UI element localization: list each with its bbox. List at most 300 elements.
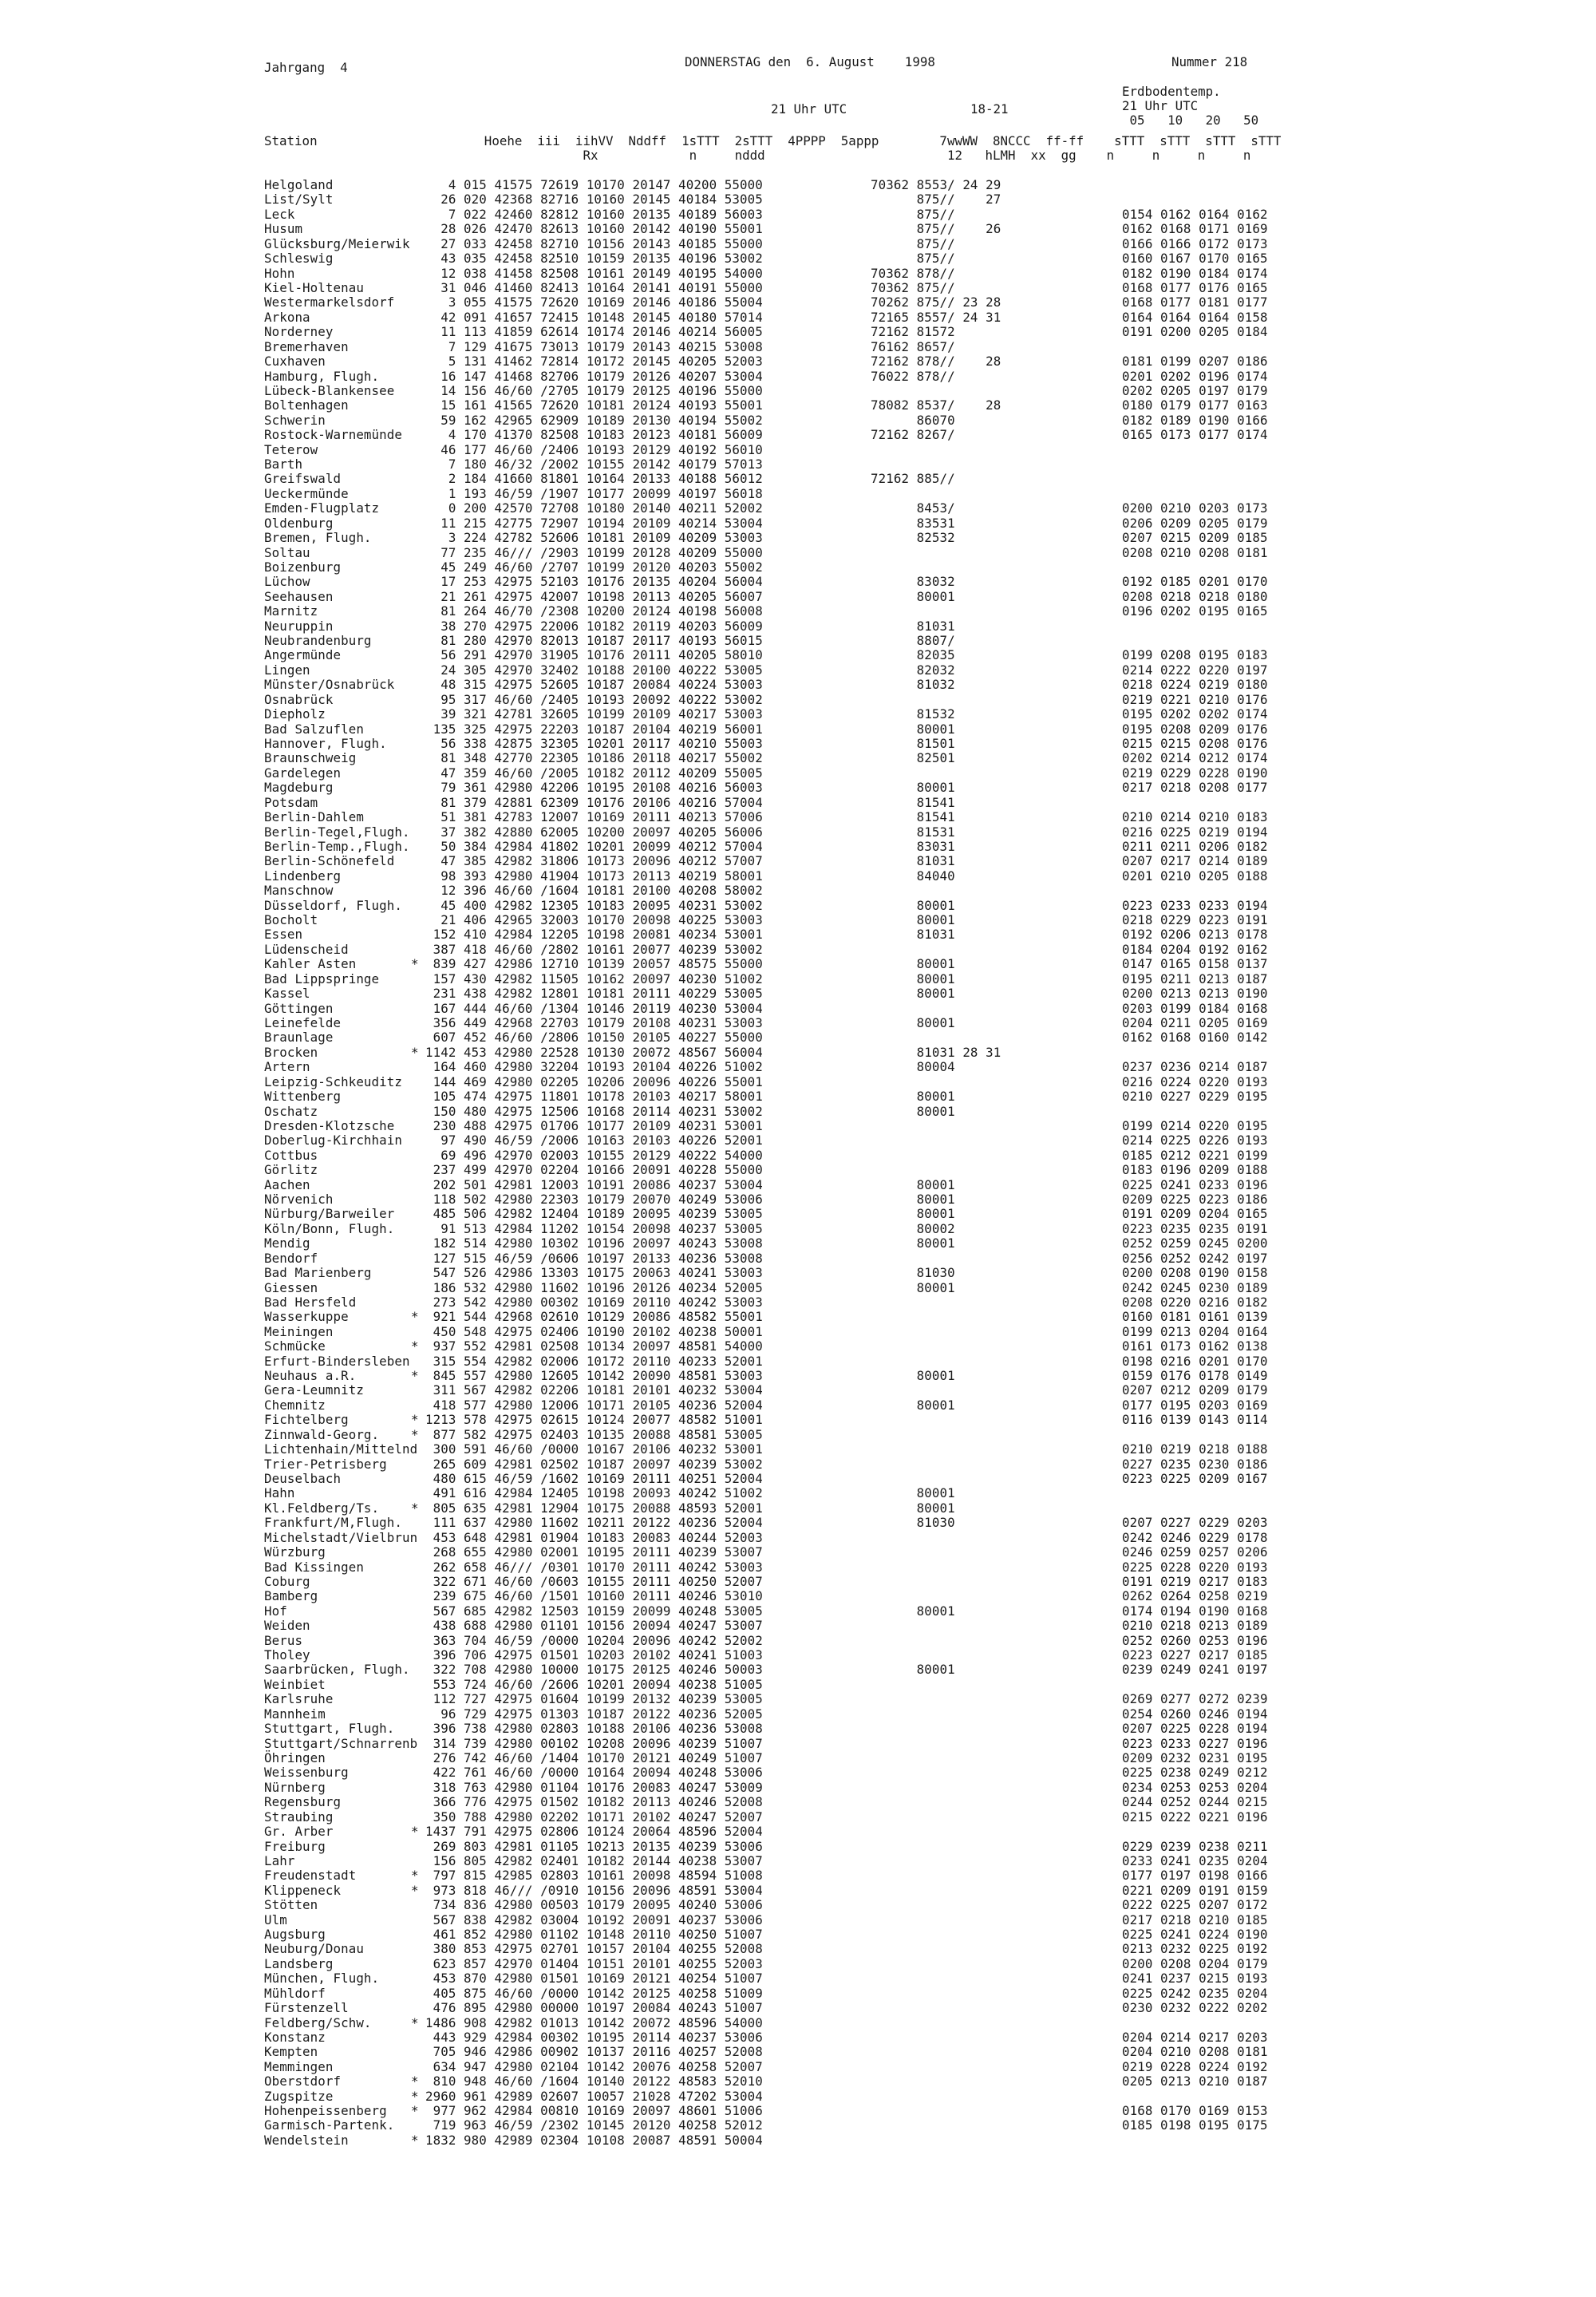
station-synop-groups: 875// [871,251,955,267]
station-row [0,1927,1596,1942]
station-soil-temperatures: 0192 0185 0201 0170 [1122,574,1268,590]
station-row [0,663,1596,678]
station-name: Fichtelberg [264,1412,349,1428]
station-soil-temperatures: 0199 0214 0220 0195 [1122,1117,1268,1133]
station-observation-groups: 186 532 42980 11602 10196 20126 40234 52005 [425,1279,763,1295]
column-header-line-2: Rx n nddd 12 hLMH xx gg n n n n [264,148,1251,163]
station-observation-groups: 322 708 42980 10000 10175 20125 40246 50003 [425,1662,763,1678]
station-name: Lingen [264,662,310,678]
station-synop-groups: 80001 [871,588,955,604]
station-row [0,370,1596,384]
station-row [0,251,1596,266]
station-name: Artern [264,1059,310,1075]
station-synop-groups: 80001 [871,971,955,986]
station-observation-groups: 47 359 46/60 /2005 10182 20112 40209 55005 [425,765,763,781]
station-observation-groups: 810 948 46/60 /1604 10140 20122 48583 52010 [425,2074,763,2089]
station-soil-temperatures: 0191 0209 0204 0165 [1122,1206,1268,1222]
station-observation-groups: 39 321 42781 32605 10199 20109 40217 53003 [425,706,763,722]
station-soil-temperatures: 0215 0222 0221 0196 [1122,1809,1268,1825]
station-name: Weinbiet [264,1676,326,1692]
station-soil-temperatures: 0195 0211 0213 0187 [1122,971,1268,986]
station-soil-temperatures: 0116 0139 0143 0114 [1122,1412,1268,1428]
station-name: Wasserkuppe [264,1309,349,1325]
station-soil-temperatures: 0207 0217 0214 0189 [1122,853,1268,869]
station-name: Michelstadt/Vielbrun [264,1529,418,1545]
station-soil-temperatures: 0219 0228 0224 0192 [1122,2058,1268,2074]
station-observation-groups: 937 552 42981 02508 10134 20097 48581 54000 [425,1338,763,1354]
station-observation-groups: 112 727 42975 01604 10199 20132 40239 53005 [425,1691,763,1707]
station-soil-temperatures: 0225 0241 0224 0190 [1122,1927,1268,1942]
station-observation-groups: 118 502 42980 22303 10179 20070 40249 53006 [425,1192,763,1207]
station-soil-temperatures: 0181 0199 0207 0186 [1122,354,1268,369]
station-name: Rostock-Warnemünde [264,427,402,443]
station-name: Zugspitze [264,2088,334,2104]
station-synop-groups: 72162 81572 [871,324,955,340]
station-name: Kahler Asten [264,956,357,972]
station-row [0,1486,1596,1500]
station-synop-groups: 80001 [871,897,955,913]
station-observation-groups: 167 444 46/60 /1304 10146 20119 40230 53004 [425,1000,763,1016]
station-soil-temperatures: 0199 0208 0195 0183 [1122,647,1268,663]
station-synop-groups: 80001 [871,1603,955,1619]
station-name: Gera-Leumnitz [264,1382,364,1398]
station-name: Weiden [264,1618,310,1634]
station-observation-groups: 69 496 42970 02003 10155 20129 40222 54000 [425,1147,763,1163]
station-observation-groups: 405 875 46/60 /0000 10142 20125 40258 51009 [425,1985,763,2001]
station-row [0,546,1596,560]
station-name: Ueckermünde [264,485,349,501]
station-name: Hof [264,1603,287,1619]
station-row [0,1457,1596,1472]
station-synop-groups: 81032 [871,677,955,693]
station-observation-groups: 547 526 42986 13303 10175 20063 40241 53003 [425,1265,763,1281]
station-name: Ulm [264,1912,287,1927]
station-row [0,516,1596,531]
station-observation-groups: 24 305 42970 32402 10188 20100 40222 53005 [425,662,763,678]
station-soil-temperatures: 0168 0177 0181 0177 [1122,295,1268,310]
station-observation-groups: 315 554 42982 02006 10172 20110 40233 52001 [425,1353,763,1369]
station-synop-groups: 72162 8267/ [871,427,955,443]
station-soil-temperatures: 0159 0176 0178 0149 [1122,1368,1268,1383]
station-synop-groups: 80001 [871,1368,955,1383]
mountain-station-marker: * [411,1412,419,1428]
station-row [0,648,1596,662]
station-observation-groups: 719 963 46/59 /2302 10145 20120 40258 52012 [425,2117,763,2133]
station-name: Neubrandenburg [264,633,372,648]
station-observation-groups: 623 857 42970 01404 10151 20101 40255 52003 [425,1955,763,1971]
station-observation-groups: 273 542 42980 00302 10169 20110 40242 53003 [425,1294,763,1310]
station-row [0,1810,1596,1825]
station-soil-temperatures: 0241 0237 0215 0193 [1122,1971,1268,1987]
station-row [0,1148,1596,1163]
station-observation-groups: 202 501 42981 12003 10191 20086 40237 53004 [425,1176,763,1192]
station-row [0,1648,1596,1662]
station-soil-temperatures: 0244 0252 0244 0215 [1122,1794,1268,1810]
station-observation-groups: 567 685 42982 12503 10159 20099 40248 53005 [425,1603,763,1619]
station-soil-temperatures: 0191 0200 0205 0184 [1122,324,1268,340]
station-soil-temperatures: 0162 0168 0171 0169 [1122,221,1268,237]
station-soil-temperatures: 0230 0232 0222 0202 [1122,2000,1268,2016]
station-observation-groups: 31 046 41460 82413 10164 20141 40191 55000 [425,279,763,295]
station-observation-groups: 396 738 42980 02803 10188 20106 40236 53008 [425,1721,763,1737]
station-name: Cottbus [264,1147,318,1163]
station-row [0,1178,1596,1192]
station-soil-temperatures: 0204 0210 0208 0181 [1122,2044,1268,2060]
station-observation-groups: 396 706 42975 01501 10203 20102 40241 51003 [425,1647,763,1662]
station-soil-temperatures: 0206 0209 0205 0179 [1122,515,1268,531]
mountain-station-marker: * [411,2088,419,2104]
station-observation-groups: 11 215 42775 72907 10194 20109 40214 53004 [425,515,763,531]
station-name: Berlin-Tegel,Flugh. [264,824,410,840]
station-name: Freiburg [264,1838,326,1854]
station-observation-groups: 17 253 42975 52103 10176 20135 40204 56004 [425,574,763,590]
station-name: Marnitz [264,603,318,619]
mountain-station-marker: * [411,1824,419,1839]
station-observation-groups: 231 438 42982 12801 10181 20111 40229 53005 [425,986,763,1002]
station-name: Berlin-Schönefeld [264,853,395,869]
station-name: Neuburg/Donau [264,1941,364,1957]
station-soil-temperatures: 0162 0168 0160 0142 [1122,1030,1268,1046]
station-row [0,237,1596,251]
station-soil-temperatures: 0237 0236 0214 0187 [1122,1059,1268,1075]
station-soil-temperatures: 0203 0199 0184 0168 [1122,1000,1268,1016]
station-observation-groups: 262 658 46/// /0301 10170 20111 40242 53003 [425,1559,763,1575]
station-observation-groups: 350 788 42980 02202 10171 20102 40247 52007 [425,1809,763,1825]
station-name: Magdeburg [264,780,334,796]
station-soil-temperatures: 0223 0233 0227 0196 [1122,1735,1268,1751]
station-name: Soltau [264,544,310,560]
station-name: Augsburg [264,1927,326,1942]
station-row [0,1737,1596,1751]
station-observation-groups: 127 515 46/59 /0606 10197 20133 40236 53008 [425,1250,763,1266]
station-observation-groups: 91 513 42984 11202 10154 20098 40237 53005 [425,1220,763,1236]
station-soil-temperatures: 0223 0225 0209 0167 [1122,1471,1268,1486]
station-name: Greifswald [264,471,342,487]
station-synop-groups: 70262 875// 23 28 [871,295,1001,310]
station-soil-temperatures: 0242 0246 0229 0178 [1122,1529,1268,1545]
station-synop-groups: 80001 [871,912,955,927]
station-row [0,1236,1596,1251]
station-row [0,1957,1596,1971]
station-row [0,1531,1596,1545]
station-soil-temperatures: 0216 0224 0220 0193 [1122,1073,1268,1089]
station-observation-groups: 4 170 41370 82508 10183 20123 40181 56009 [425,427,763,443]
station-observation-groups: 48 315 42975 52605 10187 20084 40224 53003 [425,677,763,693]
station-synop-groups: 76162 8657/ [871,338,955,354]
station-observation-groups: 164 460 42980 32204 10193 20104 40226 51002 [425,1059,763,1075]
station-row [0,1075,1596,1089]
station-synop-groups: 80001 [871,721,955,737]
station-synop-groups: 80001 [871,1103,955,1119]
station-observation-groups: 81 348 42770 22305 10186 20118 40217 55002 [425,750,763,766]
station-observation-groups: 366 776 42975 01502 10182 20113 40246 52008 [425,1794,763,1810]
station-soil-temperatures: 0246 0259 0257 0206 [1122,1544,1268,1560]
station-soil-temperatures: 0207 0215 0209 0185 [1122,530,1268,546]
station-row [0,810,1596,824]
station-name: Öhringen [264,1749,326,1765]
station-observation-groups: 105 474 42975 11801 10178 20103 40217 58001 [425,1089,763,1104]
station-soil-temperatures: 0210 0214 0210 0183 [1122,809,1268,825]
mountain-station-marker: * [411,1426,419,1442]
station-observation-groups: 42 091 41657 72415 10148 20145 40180 57014 [425,309,763,325]
station-observation-groups: 877 582 42975 02403 10135 20088 48581 53005 [425,1426,763,1442]
mountain-station-marker: * [411,956,419,972]
station-row [0,884,1596,898]
station-synop-groups: 81031 28 31 [871,1044,1001,1060]
station-row [0,1884,1596,1898]
station-row [0,604,1596,619]
station-row [0,1089,1596,1104]
station-observation-groups: 45 249 46/60 /2707 10199 20120 40203 55002 [425,559,763,575]
station-name: Münster/Osnabrück [264,677,395,693]
station-name: Nürburg/Barweiler [264,1206,395,1222]
station-observation-groups: 97 490 46/59 /2006 10163 20103 40226 52001 [425,1133,763,1148]
station-name: Essen [264,927,303,943]
station-row [0,1030,1596,1045]
station-row [0,2030,1596,2045]
station-soil-temperatures: 0219 0221 0210 0176 [1122,691,1268,707]
station-synop-groups: 80002 [871,1220,955,1236]
station-row [0,1325,1596,1339]
period-heading: 18-21 [970,101,1009,117]
station-soil-temperatures: 0202 0214 0212 0174 [1122,750,1268,766]
station-observation-groups: 16 147 41468 82706 10179 20126 40207 53004 [425,368,763,384]
station-soil-temperatures: 0177 0195 0203 0169 [1122,1397,1268,1413]
station-name: Hamburg, Flugh. [264,368,380,384]
station-name: Bad Hersfeld [264,1294,357,1310]
station-soil-temperatures: 0208 0220 0216 0182 [1122,1294,1268,1310]
column-header-line-1: Station Hoehe iii iihVV Nddff 1sTTT 2sTTT 4PPPP 5appp 7wwWW 8NCCC ff-ff sTTT sTTT sTTT sTTT [264,133,1282,148]
station-row [0,927,1596,942]
station-row [0,208,1596,222]
station-synop-groups: 86070 [871,412,955,428]
station-observation-groups: 46 177 46/60 /2406 10193 20129 40192 56010 [425,441,763,457]
station-soil-temperatures: 0227 0235 0230 0186 [1122,1456,1268,1472]
station-observation-groups: 56 338 42875 32305 10201 20117 40210 55003 [425,736,763,751]
station-observation-groups: 276 742 46/60 /1404 10170 20121 40249 51007 [425,1749,763,1765]
station-name: Görlitz [264,1162,318,1178]
station-name: Zinnwald-Georg. [264,1426,380,1442]
station-name: Stuttgart, Flugh. [264,1721,395,1737]
station-synop-groups: 72165 8557/ 24 31 [871,309,1001,325]
station-soil-temperatures: 0209 0225 0223 0186 [1122,1192,1268,1207]
station-row [0,1765,1596,1780]
mountain-station-marker: * [411,1500,419,1516]
station-name: Saarbrücken, Flugh. [264,1662,410,1678]
station-observation-groups: 14 156 46/60 /2705 10179 20125 40196 55000 [425,382,763,398]
station-name: Memmingen [264,2058,334,2074]
station-row [0,1678,1596,1692]
station-row [0,972,1596,986]
station-row [0,1163,1596,1177]
station-name: Hahn [264,1485,295,1501]
station-synop-groups: 80001 [871,956,955,972]
station-synop-groups: 80001 [871,986,955,1002]
station-name: Karlsruhe [264,1691,334,1707]
station-row [0,501,1596,516]
station-row [0,796,1596,810]
station-row [0,1854,1596,1868]
station-name: Husum [264,221,303,237]
station-synop-groups: 8807/ [871,633,955,648]
station-synop-groups: 72162 885// [871,471,955,487]
station-observation-groups: 144 469 42980 02205 10206 20096 40226 55001 [425,1073,763,1089]
station-soil-temperatures: 0210 0227 0229 0195 [1122,1089,1268,1104]
station-observation-groups: 150 480 42975 12506 10168 20114 40231 53002 [425,1103,763,1119]
station-name: Angermünde [264,647,342,663]
station-soil-temperatures: 0218 0229 0223 0191 [1122,912,1268,927]
station-synop-groups: 82035 [871,647,955,663]
station-observation-groups: 28 026 42470 82613 10160 20142 40190 55001 [425,221,763,237]
station-observation-groups: 135 325 42975 22203 10187 20104 40219 56001 [425,721,763,737]
station-name: Aachen [264,1176,310,1192]
station-soil-temperatures: 0225 0228 0220 0193 [1122,1559,1268,1575]
station-observation-groups: 7 022 42460 82812 10160 20135 40189 56003 [425,206,763,222]
station-name: Nörvenich [264,1192,334,1207]
station-observation-groups: 157 430 42982 11505 10162 20097 40230 51002 [425,971,763,986]
station-observation-groups: 43 035 42458 82510 10159 20135 40196 53002 [425,251,763,267]
station-observation-groups: 453 870 42980 01501 10169 20121 40254 51007 [425,1971,763,1987]
station-synop-groups: 81501 [871,736,955,751]
station-row [0,1002,1596,1016]
station-observation-groups: 438 688 42980 01101 10156 20094 40247 53007 [425,1618,763,1634]
mountain-station-marker: * [411,1309,419,1325]
station-row [0,295,1596,310]
soil-time-heading: 21 Uhr UTC [1122,98,1199,113]
station-name: Dresden-Klotzsche [264,1117,395,1133]
station-soil-temperatures: 0252 0259 0245 0200 [1122,1235,1268,1251]
station-name: Berlin-Dahlem [264,809,364,825]
station-observation-groups: 77 235 46/// /2903 10199 20128 40209 55000 [425,544,763,560]
station-soil-temperatures: 0161 0173 0162 0138 [1122,1338,1268,1354]
mountain-station-marker: * [411,2103,419,2118]
station-observation-groups: 111 637 42980 11602 10211 20122 40236 52004 [425,1515,763,1531]
station-soil-temperatures: 0165 0173 0177 0174 [1122,427,1268,443]
station-observation-groups: 1142 453 42980 22528 10130 20072 48567 56004 [425,1044,763,1060]
station-row [0,1589,1596,1603]
station-row [0,1383,1596,1398]
station-row [0,1046,1596,1060]
station-soil-temperatures: 0239 0249 0241 0197 [1122,1662,1268,1678]
station-name: Deuselbach [264,1471,342,1486]
station-soil-temperatures: 0177 0197 0198 0166 [1122,1868,1268,1884]
station-name: Tholey [264,1647,310,1662]
station-name: Coburg [264,1573,310,1589]
station-name: Neuruppin [264,618,334,634]
station-soil-temperatures: 0202 0205 0197 0179 [1122,382,1268,398]
station-observation-groups: 47 385 42982 31806 10173 20096 40212 57007 [425,853,763,869]
station-soil-temperatures: 0225 0242 0235 0204 [1122,1985,1268,2001]
station-row [0,1398,1596,1413]
station-name: Bocholt [264,912,318,927]
station-name: Emden-Flugplatz [264,500,380,516]
station-name: Trier-Petrisberg [264,1456,387,1472]
station-observation-groups: 2 184 41660 81801 10164 20133 40188 56012 [425,471,763,487]
station-name: Boltenhagen [264,397,349,413]
station-name: Chemnitz [264,1397,326,1413]
station-soil-temperatures: 0211 0211 0206 0182 [1122,838,1268,854]
station-name: Erfurt-Bindersleben [264,1353,410,1369]
station-soil-temperatures: 0200 0208 0190 0158 [1122,1265,1268,1281]
station-soil-temperatures: 0191 0219 0217 0183 [1122,1573,1268,1589]
station-observation-groups: 37 382 42880 62005 10200 20097 40205 56006 [425,824,763,840]
station-observation-groups: 81 264 46/70 /2308 10200 20124 40198 56008 [425,603,763,619]
station-observation-groups: 11 113 41859 62614 10174 20146 40214 56005 [425,324,763,340]
station-name: Giessen [264,1279,318,1295]
station-row [0,766,1596,781]
station-row [0,1251,1596,1266]
station-observation-groups: 553 724 46/60 /2606 10201 20094 40238 51005 [425,1676,763,1692]
station-name: Weissenburg [264,1765,349,1781]
station-row [0,472,1596,486]
station-row [0,1105,1596,1119]
station-soil-temperatures: 0183 0196 0209 0188 [1122,1162,1268,1178]
station-observation-groups: 311 567 42982 02206 10181 20101 40232 53004 [425,1382,763,1398]
station-name: Brocken [264,1044,318,1060]
station-row [0,1868,1596,1883]
station-name: Nürnberg [264,1779,326,1795]
station-soil-temperatures: 0262 0264 0258 0219 [1122,1588,1268,1604]
station-row [0,1795,1596,1809]
station-observation-groups: 461 852 42980 01102 10148 20110 40250 51007 [425,1927,763,1942]
station-row [0,1295,1596,1310]
station-row [0,2133,1596,2148]
station-name: Stuttgart/Schnarrenb [264,1735,418,1751]
station-observation-groups: 21 261 42975 42007 10198 20113 40205 56007 [425,588,763,604]
station-synop-groups: 72162 878// 28 [871,354,1001,369]
mountain-station-marker: * [411,2014,419,2030]
station-name: Lüdenscheid [264,941,349,957]
station-observation-groups: 96 729 42975 01303 10187 20122 40236 52005 [425,1706,763,1722]
station-row [0,1707,1596,1722]
station-row [0,1133,1596,1148]
station-row [0,722,1596,737]
station-row [0,1222,1596,1236]
station-synop-groups: 83531 [871,515,955,531]
station-name: Helgoland [264,177,334,192]
station-observation-groups: 450 548 42975 02406 10190 20102 40238 50001 [425,1323,763,1339]
station-row [0,1266,1596,1280]
station-name: Oschatz [264,1103,318,1119]
station-soil-temperatures: 0198 0216 0201 0170 [1122,1353,1268,1369]
station-name: Konstanz [264,2029,326,2045]
station-row [0,222,1596,236]
soil-temp-heading: Erdbodentemp. [1122,84,1221,99]
station-name: Lahr [264,1852,295,1868]
station-observation-groups: 269 803 42981 01105 10213 20135 40239 53006 [425,1838,763,1854]
station-row [0,1501,1596,1516]
station-synop-groups: 84040 [871,868,955,884]
station-observation-groups: 50 384 42984 41802 10201 20099 40212 57004 [425,838,763,854]
station-synop-groups: 80001 [871,1500,955,1516]
station-name: Diepholz [264,706,326,722]
station-row [0,899,1596,913]
station-soil-temperatures: 0234 0253 0253 0204 [1122,1779,1268,1795]
station-observation-groups: 797 815 42985 02803 10161 20098 48594 51008 [425,1868,763,1884]
station-row [0,443,1596,457]
station-row [0,1575,1596,1589]
station-synop-groups: 80001 [871,1176,955,1192]
station-synop-groups: 78082 8537/ 28 [871,397,1001,413]
station-observation-groups: 485 506 42982 12404 10189 20095 40239 53005 [425,1206,763,1222]
station-row [0,737,1596,751]
station-name: Schwerin [264,412,326,428]
station-row [0,1442,1596,1457]
station-row [0,1207,1596,1221]
station-observation-groups: 239 675 46/60 /1501 10160 20111 40246 53010 [425,1588,763,1604]
station-row [0,678,1596,692]
station-observation-groups: 443 929 42984 00302 10195 20114 40237 53006 [425,2029,763,2045]
